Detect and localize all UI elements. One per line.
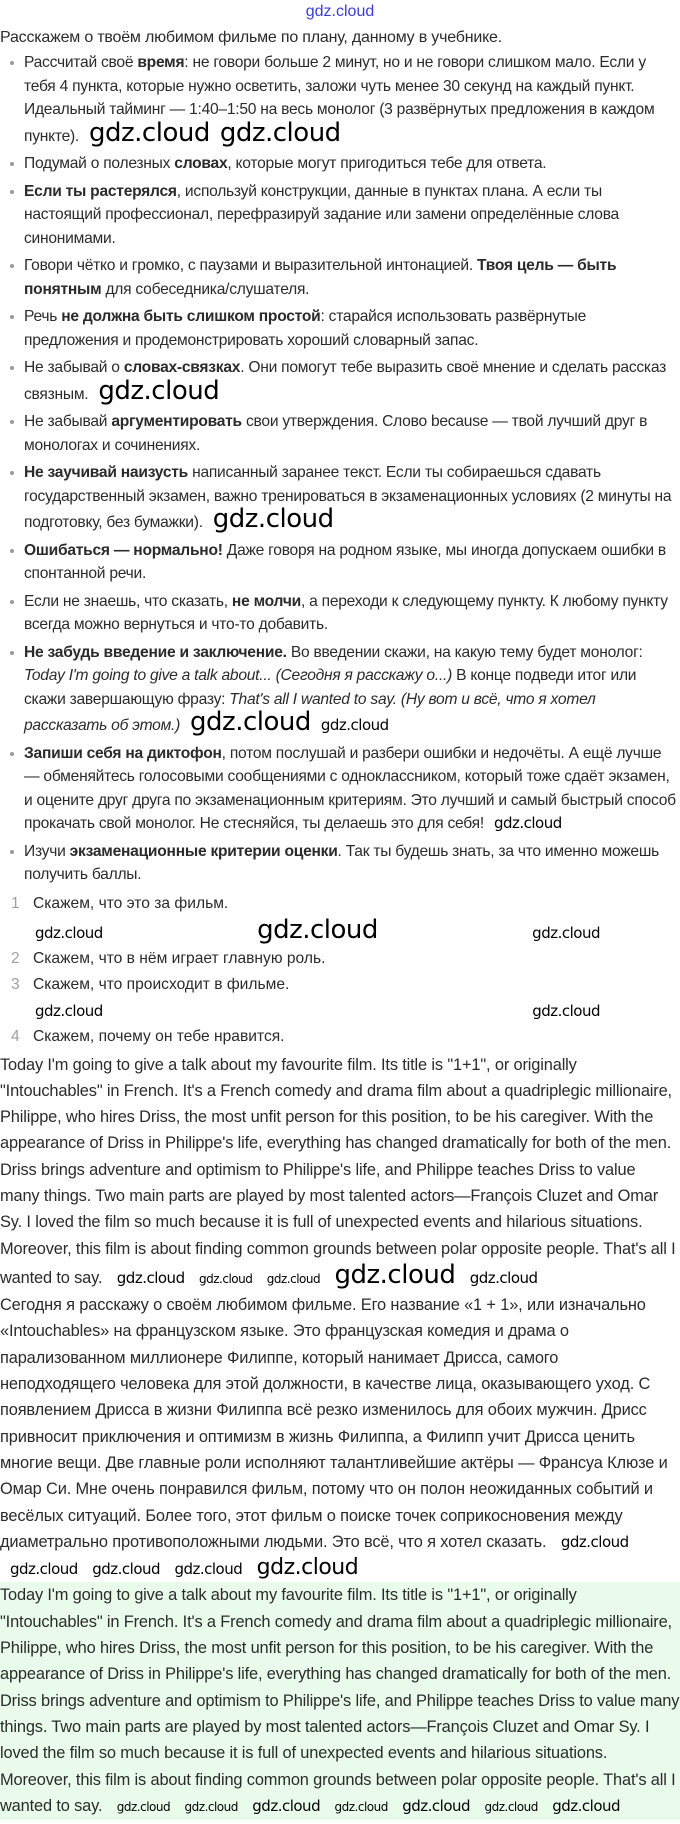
tip-item (24, 742, 676, 836)
watermark-row (11, 914, 680, 945)
watermark: gdz.cloud (219, 117, 341, 148)
tip-item (24, 641, 676, 738)
tip-item (24, 539, 676, 586)
watermark: gdz.cloud (174, 1560, 243, 1579)
plan-number: 4 (11, 1027, 20, 1045)
watermark: gdz.cloud (560, 1532, 629, 1551)
answer-russian: Сегодня я расскажу о своём любимом фильме. Его название «1 + 1», или изначально «Intouchables» на французском языке. Это французская комедия и драма о парализованном миллионере Филиппе, который нанимает Дрисса, самого неподходящего человека для этой должности, в качестве лица, оказывающего уход. С появлением Дрисса в жизни Филиппа всё резко изменилось для обоих мужчин. Дрисс привносит приключения и оптимизм в жизнь Филиппа, а Филипп учит Дрисса ценить многие вещи. Две главные роли исполняют талантливейшие актёры — Франсуа Клюзе и Омар Си. Мне очень понравился фильм, потому что он полон неожиданных событий и весёлых ситуаций. Более того, этот фильм о поиске точек соприкосновения между диаметрально противоположными людьми. Это всё, что я хотел сказать. (0, 1296, 668, 1551)
watermark: gdz.cloud (116, 1268, 185, 1287)
tip-item (24, 356, 676, 406)
tip-item (24, 305, 676, 352)
tip-text: Не забывай (24, 413, 112, 430)
answer-english: Today I'm going to give a talk about my favourite film. Its title is "1+1", or originally "Intouchables" in French. It's a French comedy and drama film about a quadriplegic millionaire, Philippe, who hires Driss, the most unfit person for this position, to be his caregiver. With the appearance of Driss in Philippe's life, everything has changed dramatically for both of the men. Driss brings adventure and optimism to Philippe's life, and Philippe teaches Driss to value many things. Two main parts are played by most talented actors—François Cluzet and Omar Sy. I loved the film so much because it is full of unexpected events and hilarious situations. Moreover, this film is about finding common grounds between polar opposite people. That's all I wanted to say. (0, 1055, 676, 1287)
tip-text: Во введении скажи, на какую тему будет монолог: (286, 643, 643, 661)
tip-emphasis: Не забудь введение и заключение. (24, 643, 287, 661)
watermark: gdz.cloud (10, 1560, 78, 1579)
answer-english-block (0, 1052, 676, 1293)
tip-item (24, 590, 676, 637)
answer-russian-block (0, 1292, 676, 1582)
watermark: gdz.cloud (469, 1268, 538, 1287)
tip-text: Говори чётко и громко, с паузами и выразительной интонацией. (24, 257, 478, 274)
plan-text: Скажем, что происходит в фильме. (33, 975, 290, 993)
tip-item (24, 180, 676, 251)
tip-text: Даже говоря на родном языке, мы иногда допускаем ошибки в спонтанной речи. (24, 541, 666, 582)
tip-emphasis: время (137, 54, 185, 71)
tip-item (24, 254, 676, 301)
tip-emphasis: не молчи (231, 592, 301, 610)
tip-text: . Так ты будешь знать, за что именно можешь получить баллы. (24, 842, 659, 883)
tip-emphasis: Запиши себя на диктофон (24, 744, 222, 762)
plan-number: 1 (11, 894, 20, 912)
watermark: gdz.cloud (334, 1799, 388, 1814)
watermark: gdz.cloud (190, 707, 311, 737)
tip-text: В конце подведи итог или скажи завершающую фразу: (24, 667, 637, 708)
watermark: gdz.cloud (256, 1555, 359, 1581)
tip-emphasis: Если ты растерялся (24, 182, 177, 200)
tip-text: написанный заранее текст. Если ты собираешься сдавать государственный экзамен, важно тренироваться в экзаменационных условиях (2 минуты на подготовку, без бумажки). (24, 464, 672, 531)
tip-text: Рассчитай своё (24, 54, 138, 71)
watermark: gdz.cloud (532, 923, 600, 942)
tip-text: , которые могут пригодиться тебе для ответа. (227, 155, 547, 172)
tip-text: Если не знаешь, что сказать, (24, 592, 232, 610)
plan-text: Скажем, что это за фильм. (33, 894, 229, 912)
watermark: gdz.cloud (35, 923, 103, 942)
tip-text: Не забывай о (24, 359, 124, 376)
watermark: gdz.cloud (89, 117, 210, 148)
watermark: gdz.cloud (334, 1259, 456, 1290)
tip-text: , потом послушай и разбери ошибки и недочёты. А ещё лучше — обменяйтесь голосовыми сообщениями с одноклассником, который тоже сдаёт экзамен, и оцените друг друга по экзаменационным критериям. Это лучший и самый быстрый способ прокачать свой монолог. Не стесняйся, ты делаешь это для себя! (24, 744, 676, 832)
watermark: gdz.cloud (212, 504, 334, 534)
tip-item (24, 152, 676, 176)
tip-emphasis: не должна быть слишком простой (61, 308, 321, 325)
watermark: gdz.cloud (402, 1796, 471, 1815)
tip-item (24, 840, 676, 887)
watermark: gdz.cloud (532, 1001, 600, 1020)
tip-emphasis: Ошибаться — нормально! (24, 541, 223, 559)
tip-emphasis: Не заучивай наизусть (24, 464, 188, 481)
tip-emphasis: словах (174, 155, 228, 172)
plan-text: Скажем, почему он тебе нравится. (33, 1027, 285, 1045)
tip-text: Речь (24, 308, 62, 325)
plan-item (11, 948, 680, 970)
tip-item (24, 51, 676, 148)
tip-text: : не говори больше 2 минут, но и не говори слишком мало. Если у тебя 4 пункта, которые нужно осветить, заложи чуть менее 30 секунд на каждый пункт. Идеальный тайминг — 1:40–1:50 на весь монолог (3 развёрнутых предложения в каждом пункте). (24, 54, 655, 145)
plan-item (11, 1026, 680, 1048)
watermark: gdz.cloud (98, 375, 220, 406)
plan-text: Скажем, что в нём играет главную роль. (33, 949, 326, 967)
tip-emphasis: Твоя цель — быть понятным (24, 257, 617, 298)
tip-emphasis: аргументировать (111, 413, 242, 430)
watermark-row (11, 1000, 680, 1022)
tip-text: Подумай о полезных (24, 155, 175, 172)
tip-text: свои утверждения. Слово because — твой лучший друг в монологах и сочинениях. (24, 413, 648, 454)
watermark: gdz.cloud (266, 1271, 321, 1286)
watermark: gdz.cloud (257, 914, 378, 945)
watermark: gdz.cloud (320, 716, 389, 734)
tip-text: . Они помогут тебе выразить своё мнение и сделать рассказ связным. (24, 359, 666, 403)
tip-text: , а переходи к следующему пункту. К любому пункту всегда можно вернуться и что-то добавить. (24, 592, 668, 633)
answer-english-highlighted-block (0, 1582, 680, 1820)
watermark: gdz.cloud (484, 1799, 538, 1814)
watermark: gdz.cloud (552, 1796, 621, 1815)
tips-list (0, 51, 680, 887)
tip-emphasis: словах-связках (123, 359, 241, 376)
watermark: gdz.cloud (493, 814, 562, 832)
watermark: gdz.cloud (92, 1560, 161, 1579)
plan-list (0, 893, 680, 1048)
watermark: gdz.cloud (252, 1796, 321, 1815)
watermark: gdz.cloud (184, 1799, 238, 1814)
plan-number: 3 (11, 975, 20, 993)
tip-emphasis: экзаменационные критерии оценки (69, 842, 338, 860)
plan-number: 2 (11, 949, 20, 967)
tip-text: для собеседника/слушателя. (101, 280, 310, 298)
tip-item (24, 461, 676, 535)
tip-item (24, 410, 676, 457)
watermark: gdz.cloud (199, 1271, 253, 1286)
tip-text: : старайся использовать развёрнутые предложения и продемонстрировать хороший словарный запас. (24, 308, 587, 349)
answer-english-highlighted: Today I'm going to give a talk about my favourite film. Its title is "1+1", or originally "Intouchables" in French. It's a French comedy and drama film about a quadriplegic millionaire, Philippe, who hires Driss, the most unfit person for this position, to be his caregiver. With the appearance of Driss in Philippe's life, everything has changed dramatically for both of the men. Driss brings adventure and optimism to Philippe's life, and Philippe teaches Driss to value many things. Two main parts are played by most talented actors—François Cluzet and Omar Sy. I loved the film so much because it is full of unexpected events and hilarious situations. Moreover, this film is about finding common grounds between polar opposite people. That's all I wanted to say. (0, 1586, 680, 1815)
plan-item (11, 893, 680, 915)
tip-example: That's all I wanted to say. (Ну вот и всё, что я хотел рассказать об этом.) (24, 690, 596, 734)
tip-text: Изучи (24, 842, 70, 860)
tip-example: Today I'm going to give a talk about... (Сегодня я расскажу о...) (24, 667, 453, 684)
intro-text: Расскажем о твоём любимом фильме по плану, данному в учебнике. (0, 29, 502, 46)
watermark: gdz.cloud (116, 1799, 171, 1814)
tip-text: , используй конструкции, данные в пунктах плана. А если ты настоящий профессионал, перефразируй задание или замени определённые слова синонимами. (24, 182, 619, 247)
plan-item (11, 974, 680, 996)
site-title[interactable]: gdz.cloud (305, 3, 375, 20)
watermark: gdz.cloud (35, 1001, 103, 1020)
